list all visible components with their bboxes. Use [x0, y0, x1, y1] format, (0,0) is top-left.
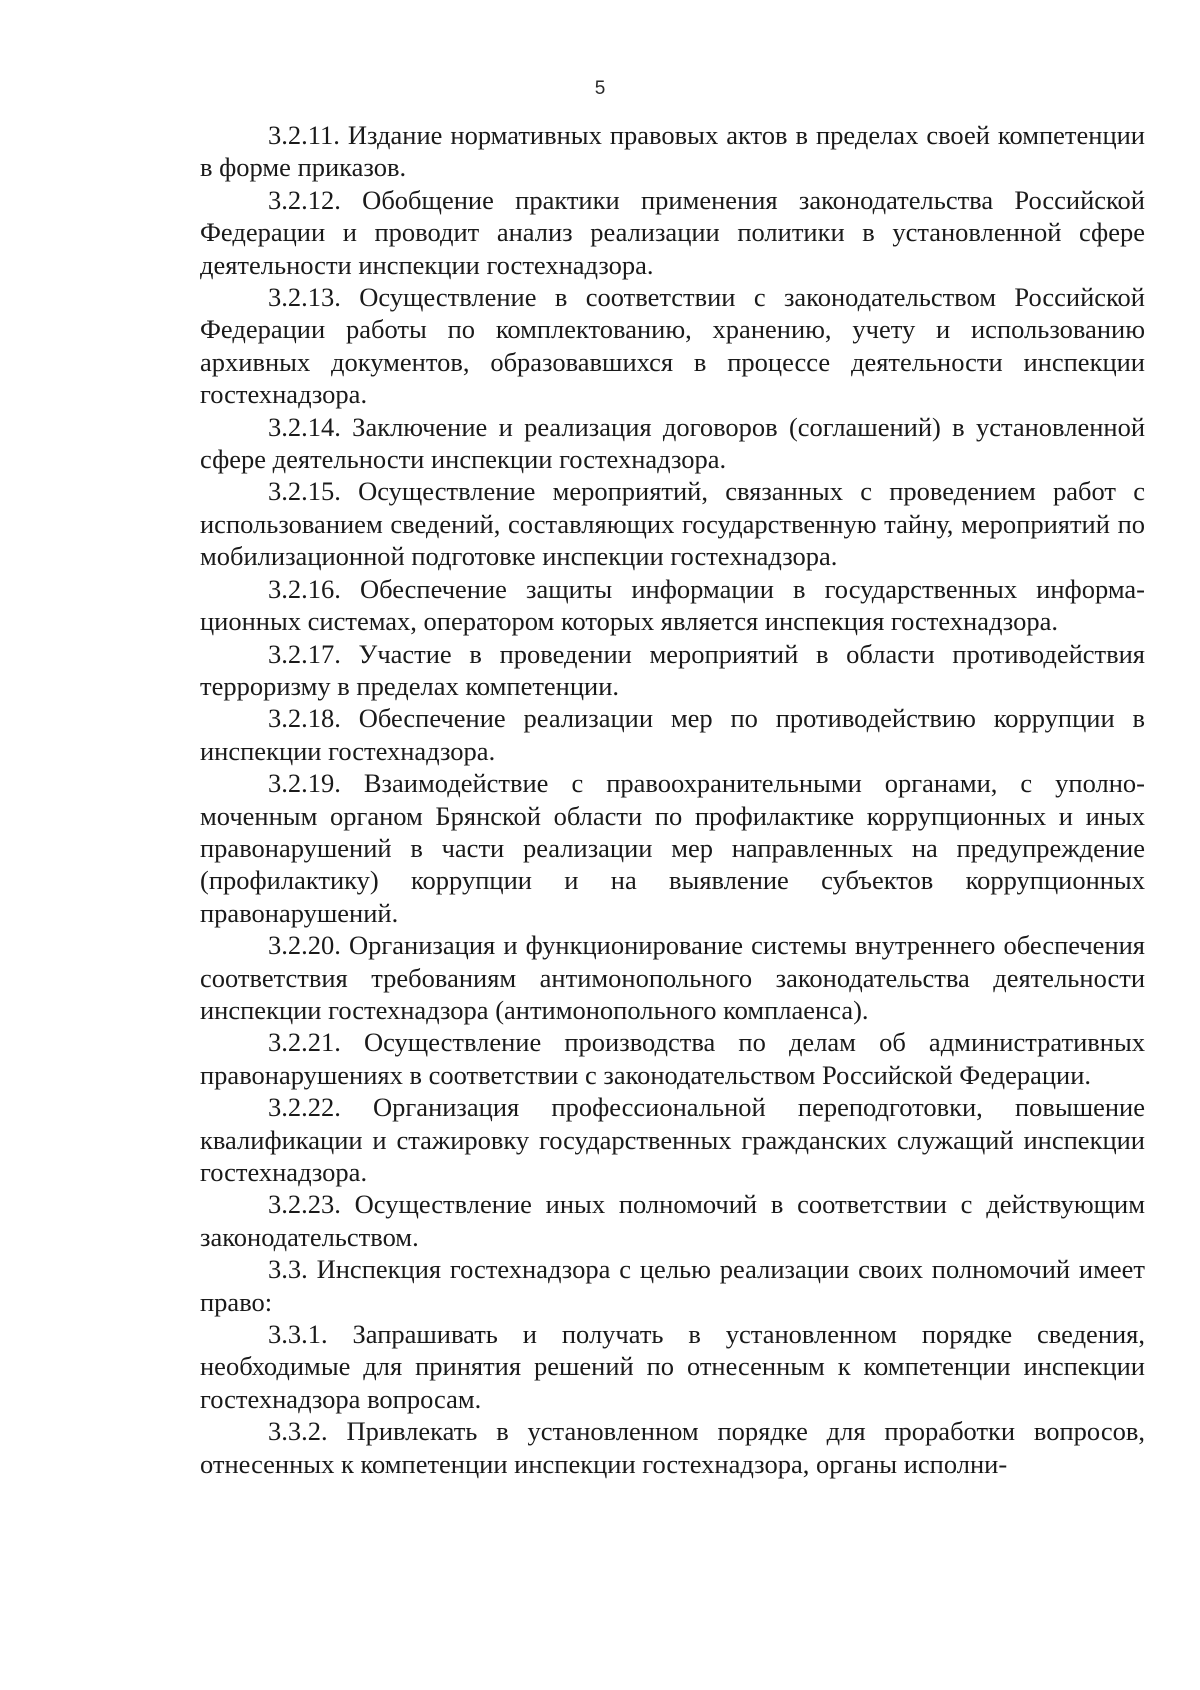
- paragraph-3-2-14: 3.2.14. Заключение и реализация договоров (соглашений) в установленной сфере деятельности инспекции гостехнадзора.: [200, 411, 1145, 475]
- page-number: 5: [594, 78, 606, 99]
- paragraph-3-2-12: 3.2.12. Обобщение практики применения законодательства Российской Федерации и проводит анализ реализации политики в установленной сфере деятельности инспекции гостехнадзора.: [200, 184, 1145, 280]
- paragraph-3-3-2: 3.3.2. Привлекать в установленном порядке для проработки вопросов, отнесенных к компетенции инспекции гостехнадзора, органы исполни-: [200, 1416, 1145, 1479]
- paragraph-3-2-15: 3.2.15. Осуществление мероприятий, связанных с проведением работ с использованием сведений, составляющих государственную тайну, мероприятий по мобилизационной подготовке инспекции гостехнадзора.: [200, 476, 1145, 572]
- paragraph-3-2-17: 3.2.17. Участие в проведении мероприятий в области противодействия терроризму в пределах компетенции.: [200, 638, 1145, 701]
- document-body: [200, 119, 1145, 1480]
- paragraph-3-2-18: 3.2.18. Обеспечение реализации мер по противодействию коррупции в инспекции гостехнадзора.: [200, 703, 1145, 766]
- paragraph-3-2-13: 3.2.13. Осуществление в соответствии с законодательством Российской Федерации работы по комплектованию, хранению, учету и использованию архивных документов, образовавшихся в процессе деятельности инспекции гостехнадзора.: [200, 282, 1145, 410]
- paragraph-3-2-21: 3.2.21. Осуществление производства по делам об административных правонарушениях в соответствии с законодательством Российской Федерации.: [200, 1027, 1145, 1090]
- paragraph-3-2-22: 3.2.22. Организация профессиональной переподготовки, повышение квалификации и стажировку государственных гражданских служащий инспекции гостехнадзора.: [200, 1092, 1145, 1187]
- paragraph-3-2-19: 3.2.19. Взаимодействие с правоохранительными органами, с уполномоченным органом Брянской области по профилактике коррупционных и иных правонарушений в части реализации мер направленных на предупреждение (профилактику) коррупции и на выявление субъектов коррупционных правонарушений.: [200, 768, 1145, 928]
- paragraph-3-3-1: 3.3.1. Запрашивать и получать в установленном порядке сведения, необходимые для принятия решений по отнесенным к компетенции инспекции гостехнадзора вопросам.: [200, 1319, 1145, 1414]
- paragraph-3-2-20: 3.2.20. Организация и функционирование системы внутреннего обеспечения соответствия требованиям антимонопольного законодательства деятельности инспекции гостехнадзора (антимонопольного комплаенса).: [200, 930, 1145, 1025]
- paragraph-3-3: 3.3. Инспекция гостехнадзора с целью реализации своих полномочий имеет право:: [200, 1254, 1145, 1317]
- paragraph-3-2-16: 3.2.16. Обеспечение защиты информации в государственных информационных системах, оператором которых является инспекция гостехнадзора.: [200, 573, 1145, 637]
- paragraph-3-2-11: 3.2.11. Издание нормативных правовых актов в пределах своей компетенции в форме приказов.: [200, 120, 1145, 183]
- paragraph-3-2-23: 3.2.23. Осуществление иных полномочий в соответствии с действующим законодательством.: [200, 1189, 1145, 1252]
